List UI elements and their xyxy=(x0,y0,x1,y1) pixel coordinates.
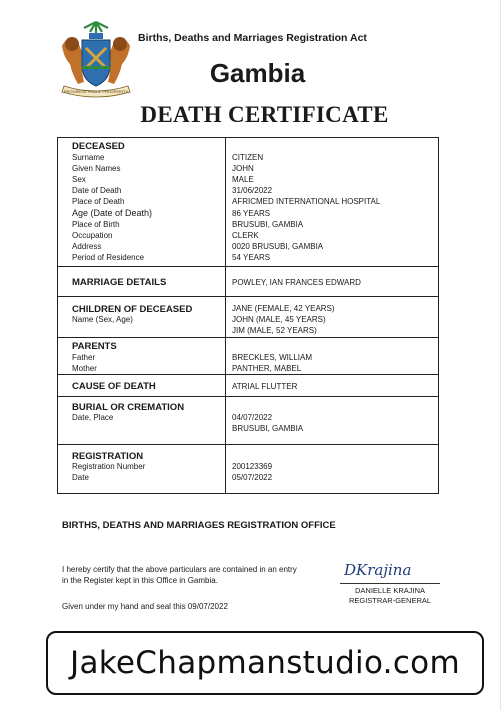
signature-line xyxy=(340,583,440,584)
value-address: 0020 BRUSUBI, GAMBIA xyxy=(232,242,324,251)
section-marriage xyxy=(58,266,438,296)
watermark-banner xyxy=(46,631,484,695)
value-cause: ATRIAL FLUTTER xyxy=(232,382,298,391)
value-registration-number: 200123369 xyxy=(232,462,273,471)
signature-text: DKrajina xyxy=(344,561,412,579)
label-sex: Sex xyxy=(72,175,86,184)
label-children: Name (Sex, Age) xyxy=(72,315,133,324)
label-burial: Date, Place xyxy=(72,413,114,422)
label-date-of-death: Date of Death xyxy=(72,186,122,195)
children-heading: CHILDREN OF DECEASED xyxy=(72,304,193,315)
value-burial-date: 04/07/2022 xyxy=(232,413,273,422)
label-place-of-birth: Place of Birth xyxy=(72,220,120,229)
value-child-3: JIM (MALE, 52 YEARS) xyxy=(232,326,317,335)
value-date-of-death: 31/06/2022 xyxy=(232,186,273,195)
value-surname: CITIZEN xyxy=(232,153,264,162)
certification-statement xyxy=(62,564,322,586)
value-age: 86 YEARS xyxy=(232,209,271,218)
section-children xyxy=(58,296,438,337)
act-title: Births, Deaths and Marriages Registration Act xyxy=(138,32,367,44)
crest-motto: PROGRESS PEACE PROSPERITY xyxy=(63,89,129,94)
value-place-of-birth: BRUSUBI, GAMBIA xyxy=(232,220,304,229)
certify-line-1: I hereby certify that the above particulars are contained in an entry xyxy=(62,565,297,574)
section-burial xyxy=(58,396,438,444)
document-title xyxy=(0,102,501,128)
value-mother: PANTHER, MABEL xyxy=(232,364,302,373)
deceased-heading: DECEASED xyxy=(72,141,125,152)
value-occupation: CLERK xyxy=(232,231,259,240)
given-under-hand: Given under my hand and seal this 09/07/2022 xyxy=(62,602,228,611)
registration-office: BIRTHS, DEATHS AND MARRIAGES REGISTRATION OFFICE xyxy=(62,520,336,531)
registrar-title: REGISTRAR-GENERAL xyxy=(348,596,432,605)
burial-heading: BURIAL OR CREMATION xyxy=(72,402,185,413)
value-place-of-death: AFRICMED INTERNATIONAL HOSPITAL xyxy=(232,197,381,206)
registrar-block xyxy=(334,586,446,606)
section-parents xyxy=(58,337,438,374)
section-deceased xyxy=(58,138,438,266)
label-period-of-residence: Period of Residence xyxy=(72,253,145,262)
registration-heading: REGISTRATION xyxy=(72,451,144,462)
document-title-text: DEATH CERTIFICATE xyxy=(140,102,389,127)
watermark-text: JakeChapmanstudio.com xyxy=(70,645,460,681)
label-place-of-death: Place of Death xyxy=(72,197,125,206)
registrar-signature xyxy=(340,556,440,582)
section-cause-of-death xyxy=(58,374,438,396)
label-mother: Mother xyxy=(72,364,97,373)
registration-table xyxy=(57,137,439,494)
value-father: BRECKLES, WILLIAM xyxy=(232,353,313,362)
label-registration-number: Registration Number xyxy=(72,462,146,471)
registrar-name: DANIELLE KRAJINA xyxy=(354,586,426,595)
label-address: Address xyxy=(72,242,102,251)
value-given-names: JOHN xyxy=(232,164,254,173)
value-child-2: JOHN (MALE, 45 YEARS) xyxy=(232,315,326,324)
section-registration xyxy=(58,444,438,493)
label-age: Age (Date of Death) xyxy=(72,208,153,218)
value-period-of-residence: 54 YEARS xyxy=(232,253,271,262)
label-given-names: Given Names xyxy=(72,164,121,173)
label-occupation: Occupation xyxy=(72,231,113,240)
value-child-1: JANE (FEMALE, 42 YEARS) xyxy=(232,304,335,313)
certify-line-2: in the Register kept in this Office in Gambia. xyxy=(62,576,218,585)
value-sex: MALE xyxy=(232,175,254,184)
parents-heading: PARENTS xyxy=(72,341,117,352)
marriage-heading: MARRIAGE DETAILS xyxy=(72,277,167,288)
label-registration-date: Date xyxy=(72,473,89,482)
value-registration-date: 05/07/2022 xyxy=(232,473,273,482)
country-title xyxy=(0,58,501,89)
cause-heading: CAUSE OF DEATH xyxy=(72,381,156,392)
label-father: Father xyxy=(72,353,96,362)
label-surname: Surname xyxy=(72,153,105,162)
value-marriage: POWLEY, IAN FRANCES EDWARD xyxy=(232,278,361,287)
country-name: Gambia xyxy=(209,58,306,88)
value-burial-place: BRUSUBI, GAMBIA xyxy=(232,424,304,433)
